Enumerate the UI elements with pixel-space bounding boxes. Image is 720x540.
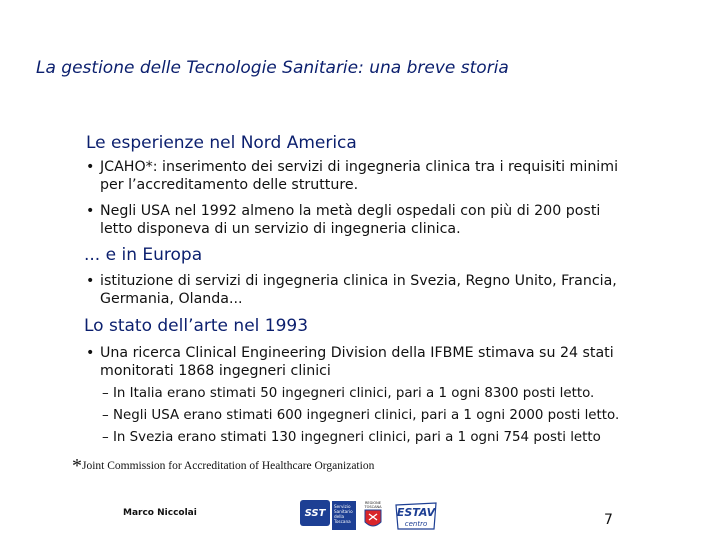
bullet-europe: [86, 272, 706, 312]
regione-toscana-logo: [360, 500, 386, 532]
bullet-dot: •: [86, 159, 95, 175]
servizio-sanitario-toscana-logo: [332, 501, 356, 530]
bullet-line: istituzione di servizi di ingegneria clinica in Svezia, Regno Unito, Francia,: [100, 273, 617, 289]
author-name: Marco Niccolai: [123, 508, 197, 518]
page-number: 7: [604, 512, 613, 528]
estav-logo-text: ESTAV: [396, 506, 436, 519]
section-heading-state-1993: Lo stato dell’arte nel 1993: [84, 316, 309, 336]
svg-text:TOSCANA: TOSCANA: [364, 505, 382, 509]
bullet-line: letto disponeva di un servizio di ingegneria clinica.: [100, 221, 461, 237]
bullet-jcaho: [86, 158, 706, 198]
footnote: [72, 455, 374, 478]
footnote-star: *: [72, 455, 82, 477]
bullet-line: Una ricerca Clinical Engineering Division della IFBME stimava su 24 stati: [100, 345, 614, 361]
subbullet-text: In Italia erano stimati 50 ingegneri clinici, pari a 1 ogni 8300 posti letto.: [112, 386, 595, 401]
dash-glyph: –: [102, 386, 109, 401]
subbullet-italy: [102, 386, 594, 401]
bullet-line: Negli USA nel 1992 almeno la metà degli ospedali con più di 200 posti: [100, 203, 601, 219]
estav-centro-logo: [394, 501, 438, 531]
bullet-line: Germania, Olanda...: [100, 291, 243, 307]
bullet-usa-1992: [86, 202, 706, 242]
bullet-ifbme: [86, 344, 706, 384]
sst-logo: [300, 500, 330, 526]
bullet-dot: •: [86, 203, 95, 219]
section-heading-europe: ... e in Europa: [84, 245, 203, 265]
subbullet-text: In Svezia erano stimati 130 ingegneri clinici, pari a 1 ogni 754 posti letto: [112, 430, 601, 445]
regione-logo-text: REGIONE: [365, 501, 381, 505]
dash-glyph: –: [102, 430, 109, 445]
slide-title: La gestione delle Tecnologie Sanitarie: una breve storia: [36, 58, 509, 78]
bullet-line: per l’accreditamento delle strutture.: [100, 177, 359, 193]
subbullet-text: Negli USA erano stimati 600 ingegneri clinici, pari a 1 ogni 2000 posti letto.: [112, 408, 620, 423]
estav-logo-subtext: centro: [404, 520, 428, 528]
subbullet-sweden: [102, 430, 601, 445]
footnote-text: Joint Commission for Accreditation of Healthcare Organization: [82, 460, 375, 472]
section-heading-north-america: Le esperienze nel Nord America: [86, 133, 357, 153]
bullet-line: JCAHO*: inserimento dei servizi di ingegneria clinica tra i requisiti minimi: [100, 159, 619, 175]
bullet-dot: •: [86, 273, 95, 289]
subbullet-usa: [102, 408, 619, 423]
dash-glyph: –: [102, 408, 109, 423]
bullet-line: monitorati 1868 ingegneri clinici: [100, 363, 331, 379]
sst-logo-text: SST: [304, 508, 326, 519]
bullet-dot: •: [86, 345, 95, 361]
servizio-logo-text: Servizio Sanitario della Toscana: [334, 504, 353, 524]
